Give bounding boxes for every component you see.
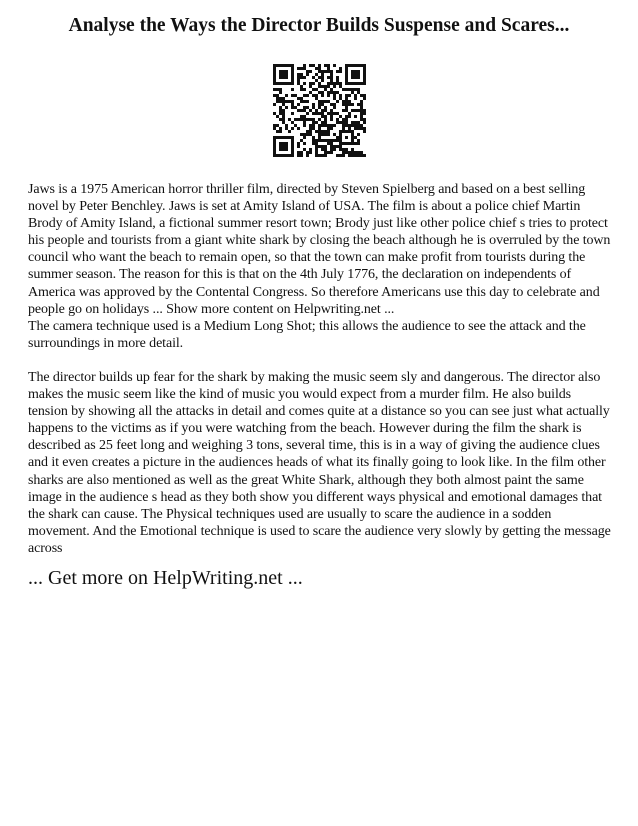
paragraph-camera: The camera technique used is a Medium Long Shot; this allows the audience to see the attack and the surroundings in more detail.: [28, 318, 586, 351]
get-more-link[interactable]: ... Get more on HelpWriting.net ...: [28, 567, 303, 589]
document-title: Analyse the Ways the Director Builds Suspense and Scares...: [68, 15, 570, 36]
paragraph-intro: Jaws is a 1975 American horror thriller film, directed by Steven Spielberg and based on a best selling novel by Peter Benchley. Jaws is set at Amity Island of USA. The film is about a police chief Martin Brody of Amity Island, a fictional summer resort town; Brody just like other police chief s tries to protect his people and tourists from a giant white shark by closing the beach although he is overruled by the town council who want the beach to remain open, so that the town can make profit from tourists during the summer season. The reason for this is that on the 4th July 1776, the declaration on independents of America was approved by the Contental Congress. So therefore Americans use this day to celebrate and people go on holidays ... Show more content on Helpwriting.net ...: [28, 182, 611, 317]
paragraph-director: The director builds up fear for the shark by making the music seem sly and dangerous. The director also makes the music seem like the kind of music you would expect from a murder film. He also builds tension by showing all the attacks in detail and comes quite at a distance so you can see just what actually happens to the victims as if you were watching from the beach. However during the film the shark is described as 25 feet long and weighing 3 tons, several time, this is in a way of giving the audience clues and it even creates a picture in the audiences heads of what its finally going to look like. In the film other sharks are also mentioned as well as the great White Shark, although they both almost paint the same image in the audience s head as they both show you different ways physical and emotional damages that the shark can cause. The Physical techniques used are usually to scare the audience in a sodden movement. And the Emotional technique is used to scare the audience very slowly by getting the message across: [28, 369, 611, 556]
qr-code-icon: [273, 64, 366, 157]
article-body: [28, 181, 612, 557]
